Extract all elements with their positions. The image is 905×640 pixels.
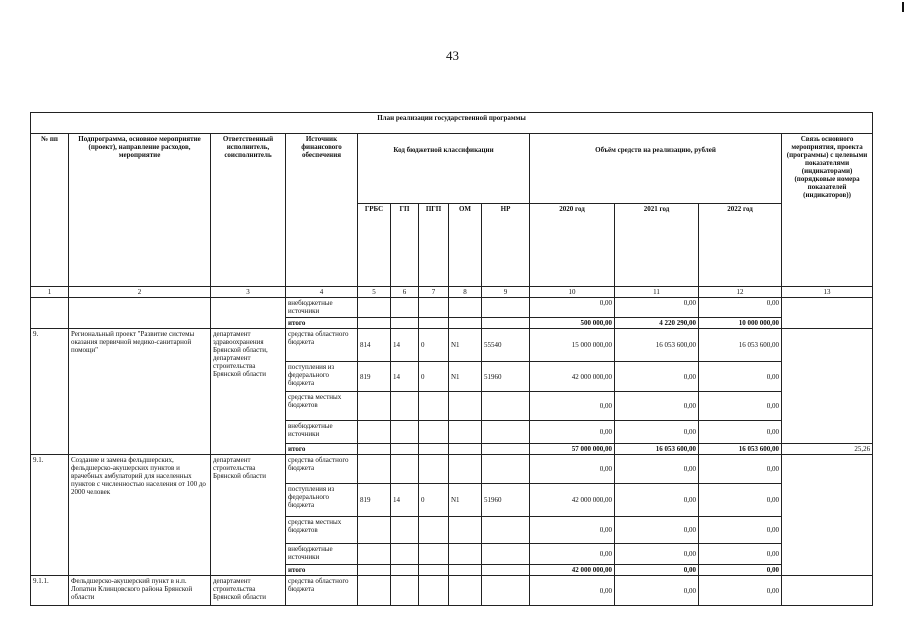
header-source: Источник финансового обеспечения: [286, 134, 358, 287]
source-cell: средства областного бюджета: [286, 329, 358, 362]
value-2022: 0,00: [699, 392, 782, 421]
value-2022: 0,00: [699, 517, 782, 544]
row-responsible: департамент строительства Брянской области: [211, 576, 286, 606]
link-cell: [782, 298, 873, 329]
program-plan-table: [30, 112, 873, 606]
header-grbs: ГРБС: [358, 204, 391, 287]
header-2021: 2021 год: [615, 204, 699, 287]
source-cell: внебюджетные источники: [286, 421, 358, 444]
source-cell: средства местных бюджетов: [286, 392, 358, 421]
column-number: 3: [211, 287, 286, 298]
row-responsible: департамент строительства Брянской области: [211, 455, 286, 576]
total-label: итого: [286, 318, 358, 329]
link-value: 25,26: [782, 444, 873, 455]
value-2021: 0,00: [615, 484, 699, 517]
column-number: 12: [699, 287, 782, 298]
grbs-cell: 819: [358, 362, 391, 392]
table-row: [31, 455, 873, 484]
value-2022: 0,00: [699, 484, 782, 517]
link-cell: [782, 329, 873, 444]
column-number: 10: [530, 287, 615, 298]
header-budget-code: Код бюджетной классификации: [358, 134, 530, 204]
value-2022: 0,00: [699, 362, 782, 392]
value-2020: 0,00: [530, 576, 615, 606]
total-2020: 57 000 000,00: [530, 444, 615, 455]
value-2021: 0,00: [615, 576, 699, 606]
row-responsible: департамент здравоохранения Брянской области, департамент строительства Брянской области: [211, 329, 286, 455]
scan-edge-mark: [902, 2, 904, 12]
total-2020: 42 000 000,00: [530, 565, 615, 576]
om-cell: N1: [449, 362, 482, 392]
om-cell: N1: [449, 329, 482, 362]
row-num: [31, 298, 69, 329]
value-2020: 0,00: [530, 544, 615, 565]
value-2021: 0,00: [615, 544, 699, 565]
column-number: 11: [615, 287, 699, 298]
column-number: 13: [782, 287, 873, 298]
total-2022: 10 000 000,00: [699, 318, 782, 329]
value-2021: 0,00: [615, 362, 699, 392]
value-2022: 0,00: [699, 576, 782, 606]
gp-cell: 14: [391, 362, 419, 392]
header-nr: НР: [482, 204, 530, 287]
value-2021: 0,00: [615, 392, 699, 421]
row-num: 9.: [31, 329, 69, 455]
header-volume: Объём средств на реализацию, рублей: [530, 134, 782, 204]
source-cell: внебюджетные источники: [286, 298, 358, 318]
row-name: [69, 298, 211, 329]
table-row: [31, 298, 873, 318]
value-2020: 0,00: [530, 455, 615, 484]
source-cell: поступления из федерального бюджета: [286, 362, 358, 392]
row-name: Создание и замена фельдшерских, фельдшерско-акушерских пунктов и врачебных амбулаторий для населенных пунктов с численностью населения от 100 до 2000 человек: [69, 455, 211, 576]
column-number: 8: [449, 287, 482, 298]
value-2020: 42 000 000,00: [530, 362, 615, 392]
value-2021: 0,00: [615, 298, 699, 318]
value-2022: 0,00: [699, 544, 782, 565]
link-cell: [782, 576, 873, 606]
value-2022: 0,00: [699, 455, 782, 484]
value-2022: 0,00: [699, 298, 782, 318]
om-cell: N1: [449, 484, 482, 517]
row-name: Региональный проект "Развитие системы оказания первичной медико-санитарной помощи": [69, 329, 211, 455]
row-name: Фельдшерско-акушерский пункт в н.п. Лопатни Клинцовского района Брянской области: [69, 576, 211, 606]
value-2020: 0,00: [530, 421, 615, 444]
gp-cell: 14: [391, 329, 419, 362]
total-2022: 0,00: [699, 565, 782, 576]
row-num: 9.1.: [31, 455, 69, 576]
source-cell: средства местных бюджетов: [286, 517, 358, 544]
header-om: ОМ: [449, 204, 482, 287]
source-cell: средства областного бюджета: [286, 576, 358, 606]
value-2021: 16 053 600,00: [615, 329, 699, 362]
column-number: 7: [419, 287, 449, 298]
column-number: 5: [358, 287, 391, 298]
header-name: Подпрограмма, основное мероприятие (проект), направление расходов, мероприятие: [69, 134, 211, 287]
value-2021: 0,00: [615, 455, 699, 484]
row-responsible: [211, 298, 286, 329]
total-label: итого: [286, 444, 358, 455]
table-title: План реализации государственной программы: [31, 113, 873, 134]
value-2020: 0,00: [530, 298, 615, 318]
total-2020: 500 000,00: [530, 318, 615, 329]
header-gp: ГП: [391, 204, 419, 287]
total-label: итого: [286, 565, 358, 576]
table-row: [31, 329, 873, 362]
total-2021: 0,00: [615, 565, 699, 576]
total-2021: 16 053 600,00: [615, 444, 699, 455]
pgp-cell: 0: [419, 484, 449, 517]
value-2021: 0,00: [615, 421, 699, 444]
nr-cell: 51960: [482, 484, 530, 517]
total-2021: 4 220 290,00: [615, 318, 699, 329]
gp-cell: 14: [391, 484, 419, 517]
total-2022: 16 053 600,00: [699, 444, 782, 455]
header-2020: 2020 год: [530, 204, 615, 287]
row-num: 9.1.1.: [31, 576, 69, 606]
source-cell: поступления из федерального бюджета: [286, 484, 358, 517]
value-2020: 0,00: [530, 517, 615, 544]
value-2020: 42 000 000,00: [530, 484, 615, 517]
header-responsible: Ответственный исполнитель, соисполнитель: [211, 134, 286, 287]
header-num: № пп: [31, 134, 69, 287]
source-cell: внебюджетные источники: [286, 544, 358, 565]
header-2022: 2022 год: [699, 204, 782, 287]
link-cell: [782, 455, 873, 576]
value-2021: 0,00: [615, 517, 699, 544]
nr-cell: 55540: [482, 329, 530, 362]
pgp-cell: 0: [419, 362, 449, 392]
source-cell: средства областного бюджета: [286, 455, 358, 484]
value-2020: 15 000 000,00: [530, 329, 615, 362]
header-pgp: ПГП: [419, 204, 449, 287]
page-number: 43: [446, 48, 459, 63]
table-row: [31, 576, 873, 606]
value-2022: 0,00: [699, 421, 782, 444]
column-number: 4: [286, 287, 358, 298]
value-2020: 0,00: [530, 392, 615, 421]
column-number: 9: [482, 287, 530, 298]
column-number: 6: [391, 287, 419, 298]
header-link: Связь основного мероприятия, проекта (программы) с целевыми показателями (индикаторами) (порядковые номера показателей (индикаторов)): [782, 134, 873, 287]
column-number: 1: [31, 287, 69, 298]
grbs-cell: 814: [358, 329, 391, 362]
grbs-cell: 819: [358, 484, 391, 517]
value-2022: 16 053 600,00: [699, 329, 782, 362]
pgp-cell: 0: [419, 329, 449, 362]
column-number: 2: [69, 287, 211, 298]
nr-cell: 51960: [482, 362, 530, 392]
